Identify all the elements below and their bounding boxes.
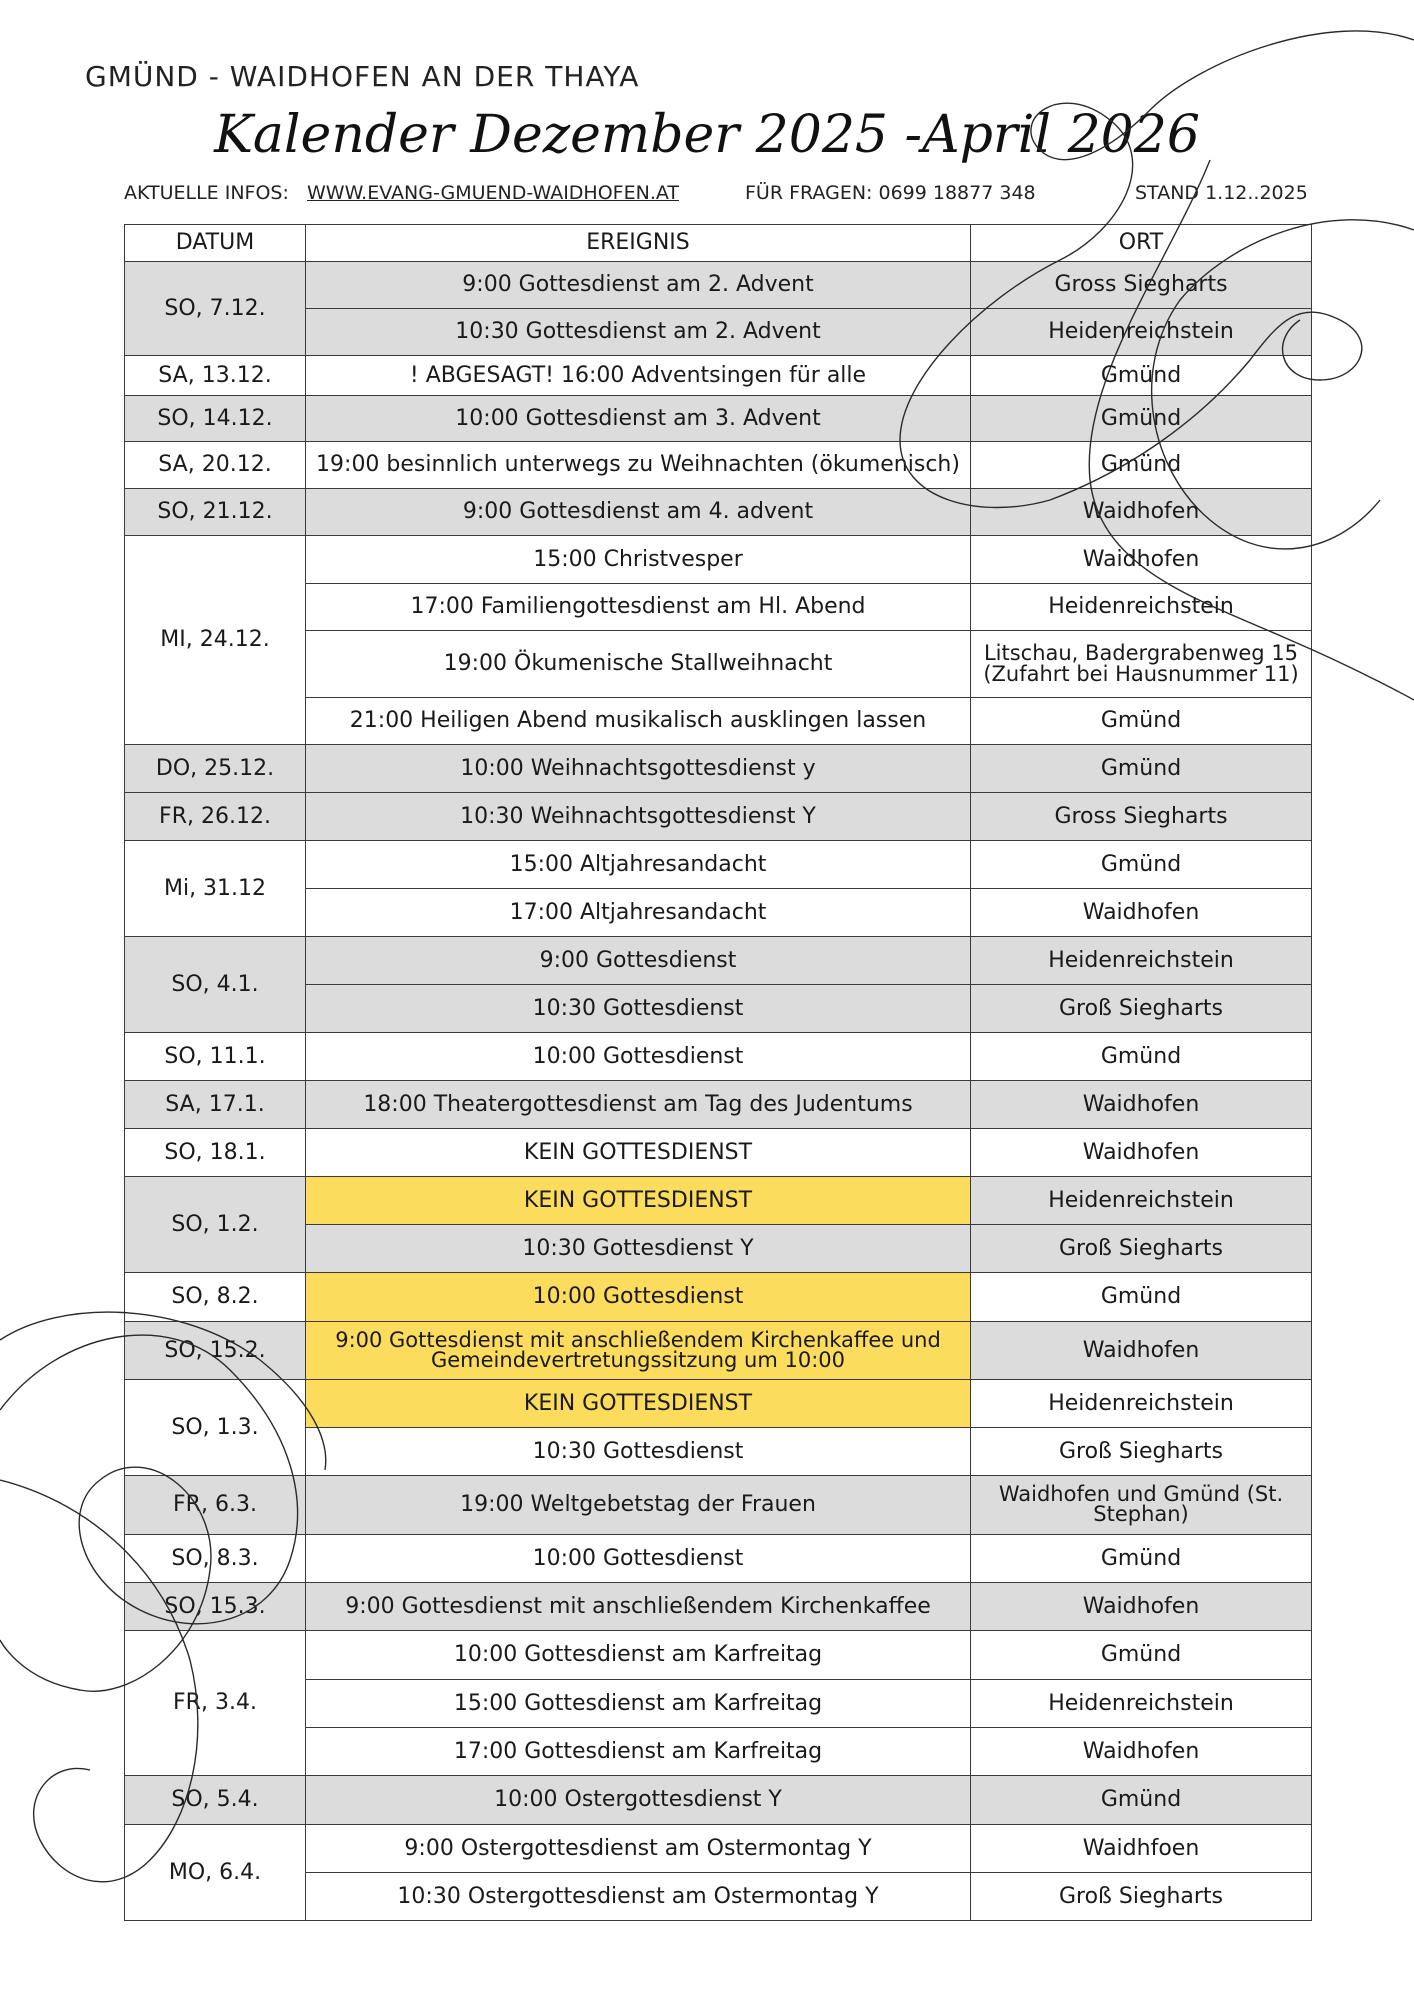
event-cell: 10:00 Ostergottesdienst Y [306, 1776, 971, 1825]
date-cell: MI, 24.12. [125, 536, 306, 745]
event-cell: 19:00 Ökumenische Stallweihnacht [306, 631, 971, 698]
event-cell: 10:30 Gottesdienst am 2. Advent [306, 309, 971, 356]
table-row [125, 937, 1312, 985]
event-cell: 15:00 Gottesdienst am Karfreitag [306, 1680, 971, 1728]
table-header-row [125, 225, 1312, 262]
date-cell: FR, 6.3. [125, 1476, 306, 1535]
date-cell: Mi, 31.12 [125, 841, 306, 937]
date-cell: SO, 15.3. [125, 1583, 306, 1631]
event-cell: 10:30 Gottesdienst [306, 985, 971, 1033]
date-cell: SA, 13.12. [125, 356, 306, 396]
date-cell: SO, 21.12. [125, 489, 306, 536]
place-cell: Gmünd [971, 745, 1312, 793]
date-cell: DO, 25.12. [125, 745, 306, 793]
table-row [125, 396, 1312, 442]
date-cell: MO, 6.4. [125, 1825, 306, 1921]
table-row [125, 1535, 1312, 1583]
place-cell: Heidenreichstein [971, 584, 1312, 631]
place-cell: Gmünd [971, 698, 1312, 745]
table-row [125, 745, 1312, 793]
event-cell: 10:30 Gottesdienst Y [306, 1225, 971, 1273]
place-cell: Gmünd [971, 841, 1312, 889]
event-cell: 10:00 Gottesdienst [306, 1273, 971, 1322]
place-cell: Gmünd [971, 1535, 1312, 1583]
events-table [124, 224, 1312, 1921]
event-cell: KEIN GOTTESDIENST [306, 1380, 971, 1428]
event-cell: 10:00 Gottesdienst [306, 1535, 971, 1583]
date-cell: SO, 15.2. [125, 1322, 306, 1380]
place-cell: Waidhofen und Gmünd (St. Stephan) [971, 1476, 1312, 1535]
table-row [125, 793, 1312, 841]
place-cell: Waidhfoen [971, 1825, 1312, 1873]
place-cell: Waidhofen [971, 1129, 1312, 1177]
event-cell: 15:00 Altjahresandacht [306, 841, 971, 889]
date-cell: FR, 3.4. [125, 1631, 306, 1776]
table-row [125, 356, 1312, 396]
event-cell: 17:00 Familiengottesdienst am Hl. Abend [306, 584, 971, 631]
table-row [125, 1776, 1312, 1825]
place-cell: Heidenreichstein [971, 309, 1312, 356]
calendar-title: Kalender Dezember 2025 -April 2026 [214, 105, 1200, 165]
place-cell: Heidenreichstein [971, 937, 1312, 985]
place-cell: Litschau, Badergrabenweg 15 (Zufahrt bei Hausnummer 11) [971, 631, 1312, 698]
event-cell: 15:00 Christvesper [306, 536, 971, 584]
place-cell: Groß Siegharts [971, 1873, 1312, 1921]
place-cell: Gmünd [971, 442, 1312, 489]
place-cell: Gmünd [971, 356, 1312, 396]
date-cell: SO, 5.4. [125, 1776, 306, 1825]
place-cell: Waidhofen [971, 489, 1312, 536]
date-cell: SA, 17.1. [125, 1081, 306, 1129]
date-cell: SO, 8.2. [125, 1273, 306, 1322]
event-cell: 10:00 Gottesdienst am Karfreitag [306, 1631, 971, 1680]
table-row [125, 1476, 1312, 1535]
place-cell: Heidenreichstein [971, 1177, 1312, 1225]
event-cell: 21:00 Heiligen Abend musikalisch ausklingen lassen [306, 698, 971, 745]
date-cell: SO, 1.2. [125, 1177, 306, 1273]
table-row [125, 1631, 1312, 1680]
date-cell: SO, 4.1. [125, 937, 306, 1033]
place-cell: Groß Siegharts [971, 985, 1312, 1033]
table-row [125, 1322, 1312, 1380]
event-cell: ! ABGESAGT! 16:00 Adventsingen für alle [306, 356, 971, 396]
table-row [125, 1129, 1312, 1177]
date-cell: SA, 20.12. [125, 442, 306, 489]
event-cell: 9:00 Ostergottesdienst am Ostermontag Y [306, 1825, 971, 1873]
place-cell: Heidenreichstein [971, 1680, 1312, 1728]
header-date: DATUM [125, 225, 306, 262]
table-row [125, 262, 1312, 309]
place-cell: Waidhofen [971, 1322, 1312, 1380]
contact-phone: FÜR FRAGEN: 0699 18877 348 [745, 182, 1036, 204]
event-cell: 9:00 Gottesdienst am 4. advent [306, 489, 971, 536]
place-cell: Heidenreichstein [971, 1380, 1312, 1428]
table-row [125, 1380, 1312, 1428]
header-event: EREIGNIS [306, 225, 971, 262]
event-cell: KEIN GOTTESDIENST [306, 1129, 971, 1177]
event-cell: 10:30 Ostergottesdienst am Ostermontag Y [306, 1873, 971, 1921]
table-row [125, 489, 1312, 536]
place-cell: Groß Siegharts [971, 1428, 1312, 1476]
event-cell: 19:00 Weltgebetstag der Frauen [306, 1476, 971, 1535]
table-row [125, 1825, 1312, 1873]
place-cell: Waidhofen [971, 889, 1312, 937]
event-cell: 10:00 Gottesdienst am 3. Advent [306, 396, 971, 442]
place-cell: Groß Siegharts [971, 1225, 1312, 1273]
date-cell: SO, 18.1. [125, 1129, 306, 1177]
place-cell: Waidhofen [971, 1583, 1312, 1631]
place-cell: Gmünd [971, 396, 1312, 442]
organization-name: GMÜND - WAIDHOFEN AN DER THAYA [85, 60, 640, 93]
place-cell: Waidhofen [971, 1728, 1312, 1776]
table-row [125, 1177, 1312, 1225]
table-row [125, 1583, 1312, 1631]
date-cell: SO, 14.12. [125, 396, 306, 442]
header-place: ORT [971, 225, 1312, 262]
date-cell: SO, 1.3. [125, 1380, 306, 1476]
event-cell: 9:00 Gottesdienst mit anschließendem Kirchenkaffee und Gemeindevertretungssitzung um 10:00 [306, 1322, 971, 1380]
place-cell: Gmünd [971, 1631, 1312, 1680]
place-cell: Waidhofen [971, 536, 1312, 584]
event-cell: KEIN GOTTESDIENST [306, 1177, 971, 1225]
event-cell: 10:00 Weihnachtsgottesdienst y [306, 745, 971, 793]
date-cell: SO, 8.3. [125, 1535, 306, 1583]
table-row [125, 841, 1312, 889]
date-cell: SO, 11.1. [125, 1033, 306, 1081]
place-cell: Gross Siegharts [971, 793, 1312, 841]
status-date: STAND 1.12..2025 [1135, 182, 1308, 204]
event-cell: 9:00 Gottesdienst mit anschließendem Kirchenkaffee [306, 1583, 971, 1631]
event-cell: 19:00 besinnlich unterwegs zu Weihnachten (ökumenisch) [306, 442, 971, 489]
date-cell: FR, 26.12. [125, 793, 306, 841]
event-cell: 17:00 Gottesdienst am Karfreitag [306, 1728, 971, 1776]
info-label: AKTUELLE INFOS: [124, 182, 289, 204]
event-cell: 10:00 Gottesdienst [306, 1033, 971, 1081]
place-cell: Gmünd [971, 1273, 1312, 1322]
event-cell: 10:30 Weihnachtsgottesdienst Y [306, 793, 971, 841]
event-cell: 9:00 Gottesdienst am 2. Advent [306, 262, 971, 309]
place-cell: Gross Sieghart​s [971, 262, 1312, 309]
event-cell: 9:00 Gottesdienst [306, 937, 971, 985]
place-cell: Gmünd [971, 1776, 1312, 1825]
table-row [125, 1033, 1312, 1081]
place-cell: Gmünd [971, 1033, 1312, 1081]
place-cell: Waidhofen [971, 1081, 1312, 1129]
table-row [125, 536, 1312, 584]
table-row [125, 1273, 1312, 1322]
event-cell: 17:00 Altjahresandacht [306, 889, 971, 937]
table-row [125, 1081, 1312, 1129]
date-cell: SO, 7.12. [125, 262, 306, 356]
table-row [125, 442, 1312, 489]
event-cell: 10:30 Gottesdienst [306, 1428, 971, 1476]
event-cell: 18:00 Theatergottesdienst am Tag des Judentums [306, 1081, 971, 1129]
website-link[interactable]: WWW.EVANG-GMUEND-WAIDHOFEN.AT [307, 182, 679, 204]
